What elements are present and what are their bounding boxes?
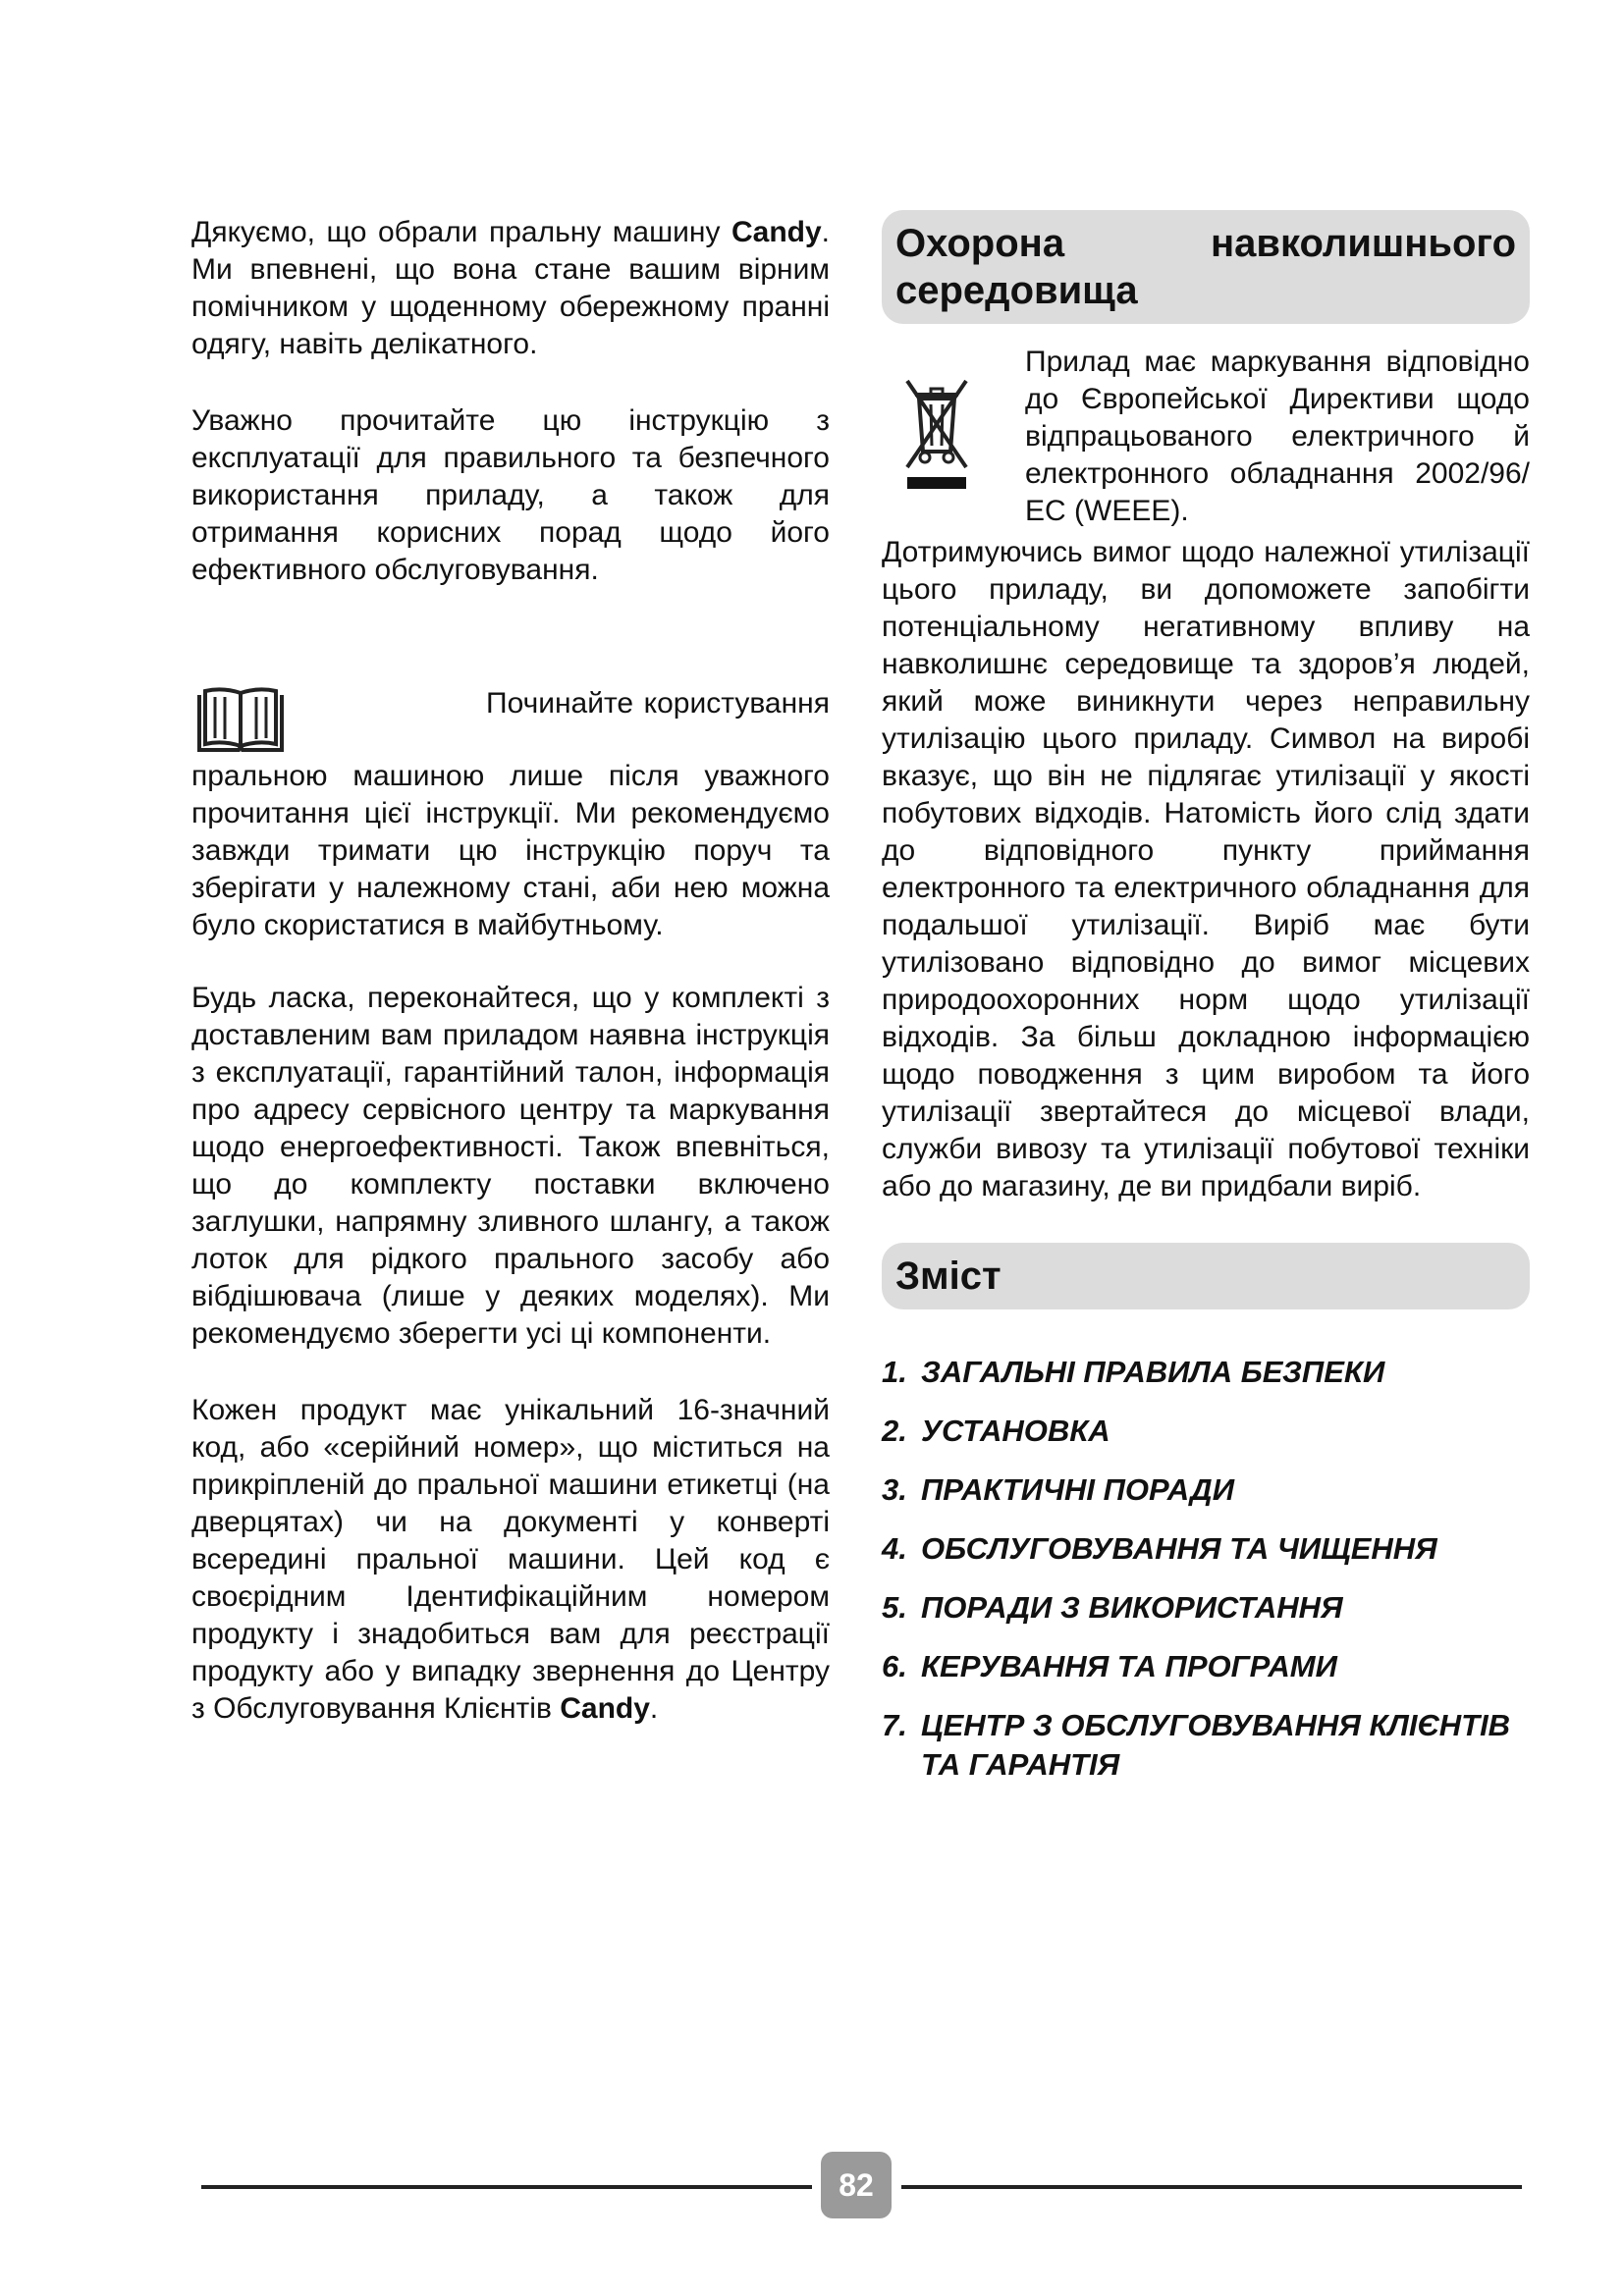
brand-name: Candy — [731, 216, 822, 248]
intro-paragraph: Дякуємо, що обрали пральну машину Candy. Ми впевнені, що вона стане вашим вірним помічником у щоденному обережному пранні одягу, навіть делікатного. — [191, 216, 830, 360]
toc-item[interactable]: 2. УСТАНОВКА — [882, 1414, 1110, 1448]
toc-item[interactable]: 6. КЕРУВАННЯ ТА ПРОГРАМИ — [882, 1649, 1337, 1683]
table-of-contents — [882, 1353, 1530, 1785]
disposal-text: Дотримуючись вимог щодо належної утилізації цього приладу, ви допоможете запобігти потенціальному негативному впливу на навколишнє середовище та здоров’я людей, який може виникнути через неправильну утилізацію цього приладу. Символ на виробі вказує, що він не підлягає утилізації у якості побутових відходів. Натомість його слід здати до відповідного пункту приймання електронного та електричного обладнання для подальшої утилізації. Виріб має бути утилізовано відповідно до вимог місцевих природоохоронних норм щодо утилізації відходів. За більш докладною інформацією щодо поводження з цим виробом та його утилізації звертайтеся до місцевої влади, служби вивозу та утилізації побутової техніки або до магазину, де ви придбали виріб. — [882, 536, 1530, 1202]
environment-heading: Охорона навколишнього середовища — [882, 210, 1530, 324]
serial-number-paragraph: Кожен продукт має унікальний 16-значний код, або «серійний номер», що міститься на прикріпленій до пральної машини етикетці (на дверцятах) чи на документі у конверті всередині пральної машини. Цей код є своєрідним Ідентифікаційним номером продукту і знадобиться вам для реєстрації продукту або у випадку звернення до Центру з Обслуговування Клієнтів Candy. — [191, 1394, 830, 1725]
left-column — [191, 214, 830, 1767]
package-contents-paragraph: Будь ласка, переконайтеся, що у комплекті з доставленим вам приладом наявна інструкція з експлуатації, гарантійний талон, інформація про адресу сервісного центру та маркування щодо енергоефективності. Також впевніться, що до комплекту поставки включено заглушки, напрямну зливного шлангу, а також лоток для рідкого прального засобу або вібдішювача (лише у деяких моделях). Ми рекомендуємо зберегти усі ці компоненти. — [191, 982, 830, 1350]
toc-item[interactable]: 1. ЗАГАЛЬНІ ПРАВИЛА БЕЗПЕКИ — [882, 1355, 1385, 1389]
open-book-icon — [191, 685, 290, 758]
weee-directive-text: Прилад має маркування відповідно до Європейської Директиви щодо відпрацьованого електричного й електронного обладнання 2002/96/ЕС (WEEE). — [1025, 346, 1530, 527]
toc-item[interactable]: 5. ПОРАДИ З ВИКОРИСТАННЯ — [882, 1590, 1343, 1625]
toc-item[interactable]: 4. ОБСЛУГОВУВАННЯ ТА ЧИЩЕННЯ — [882, 1531, 1437, 1566]
page-number: 82 — [821, 2152, 892, 2218]
environment-section — [882, 344, 1530, 1205]
brand-name: Candy — [560, 1692, 650, 1725]
toc-item[interactable]: 3. ПРАКТИЧНІ ПОРАДИ — [882, 1472, 1234, 1507]
toc-item[interactable]: 7. ЦЕНТР З ОБСЛУГОВУВАННЯ КЛІЄНТІВ ТА ГАРАНТІЯ — [882, 1708, 1511, 1782]
read-instructions-paragraph: Уважно прочитайте цю інструкцію з експлуатації для правильного та безпечного використання приладу, а також для отримання корисних порад щодо його ефективного обслуговування. — [191, 404, 830, 586]
right-column — [882, 210, 1530, 1804]
book-paragraph: Починайте користування пральною машиною лише після уважного прочитання цієї інструкції. Ми рекомендуємо завжди тримати цю інструкцію поруч та зберігати у належному стані, аби нею можна було скористатися в майбутньому. — [191, 687, 830, 941]
footer-rule-left — [201, 2185, 812, 2189]
footer-rule-right — [901, 2185, 1522, 2189]
crossed-bin-icon — [903, 377, 970, 493]
contents-heading: Зміст — [882, 1243, 1530, 1309]
